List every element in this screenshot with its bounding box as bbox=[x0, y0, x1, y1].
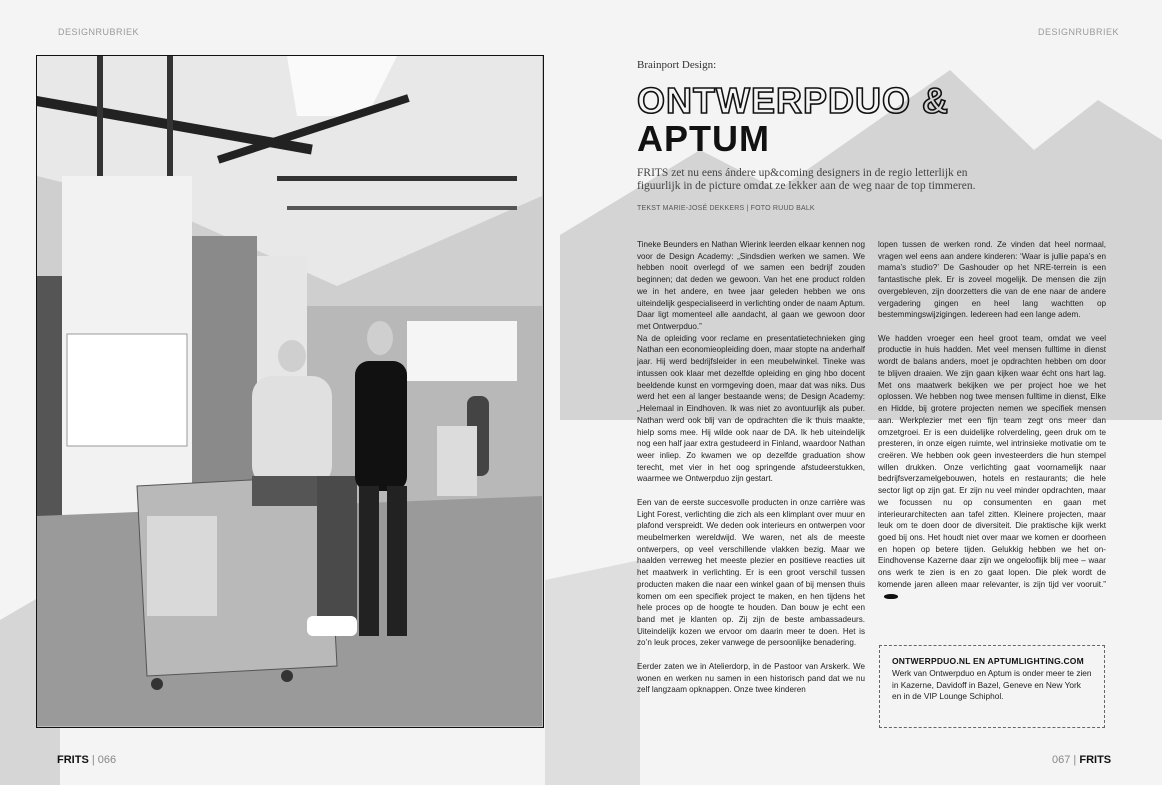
paragraph-with-end-mark bbox=[878, 333, 1106, 603]
footer-right bbox=[1052, 754, 1111, 766]
title-line-1: ONTWERPDUO & bbox=[637, 80, 949, 121]
section-label-right: DESIGNRUBRIEK bbox=[1038, 27, 1120, 37]
feature-photo bbox=[36, 55, 544, 728]
paragraph: Eerder zaten we in Atelierdorp, in de Pastoor van Arskerk. We wonen en werken nu samen in een historisch pand dat we nu zelf langzaam opknappen. Onze twee kinderen bbox=[637, 661, 865, 695]
page-number-left: | 066 bbox=[91, 754, 117, 766]
article-credits: TEKST MARIE-JOSÉ DEKKERS | FOTO RUUD BALK bbox=[637, 205, 815, 212]
paragraph: Een van de eerste succesvolle producten in onze carrière was Light Forest, verlichting die zich als een klimplant over muur en plafond verspreidt. We deden ook interieurs en ontwerpen voor meubelmerken wereldwijd. We waren, net als de meeste ontwerpers, op veel verschillende vlakken bezig. Maar we haalden verreweg het meeste plezier en positieve reacties uit het maatwerk in verlichting. Er is een groot verschil tussen producten maken die naar een winkel gaan of bij mensen thuis komen om een specifiek project te maken, en hen tijdens het hele proces op de hoogte te houden. Dan bouw je echt een band met je klanten op. Zij zijn de beste ambassadeurs. Uiteindelijk kozen we ervoor om daarin meer te doen. Het is zo’n leuk proces, zeker vanwege de persoonlijke benadering. bbox=[637, 497, 865, 648]
article-column-2 bbox=[878, 239, 1106, 614]
title-line-2: APTUM bbox=[637, 118, 770, 159]
page-number-right: 067 | bbox=[1052, 754, 1077, 766]
info-box-title: ONTWERPDUO.NL EN APTUMLIGHTING.COM bbox=[892, 656, 1084, 666]
end-mark-icon bbox=[884, 594, 898, 599]
article-column-1 bbox=[637, 239, 865, 733]
paragraph: Na de opleiding voor reclame en presentatietechnieken ging Nathan een economieopleiding doen, maar stopte na anderhalf jaar. Hij werd bedrijfsleider in een meubelwinkel. Tineke was intussen ook klaar met dezelfde opleiding en ging hbo docent beeldende kunst en vormgeving doen, maar dat was niks. Dus werd het een al langer bestaande wens; de Design Academy: „Helemaal in Eindhoven. Ik was niet zo avontuurlijk als puber. Nathan werd ook blij van de opdrachten die ik thuis maakte, hielp soms mee. Hij wilde ook naar de DA. Ik heb uiteindelijk nog een half jaar extra gestudeerd in Finland, waardoor Nathan weer inliep. Zo kwamen we op dezelfde graduation show terecht, met vier in het oog springende afstudeerstukken, waarmee we Ontwerpduo zijn gestart. bbox=[637, 333, 865, 484]
article-intro: FRITS zet nu eens ándere up&coming designers in de regio letterlijk en figuurlijk in de picture omdat ze lekker aan de weg naar de top timmeren. bbox=[637, 167, 976, 192]
photo-illustration bbox=[37, 56, 542, 726]
info-box-body: Werk van Ontwerpduo en Aptum is onder meer te zien in Kazerne, Davidoff in Bazel, Geneve en New York en in de VIP Lounge Schiphol. bbox=[892, 668, 1092, 702]
section-label-left: DESIGNRUBRIEK bbox=[58, 27, 140, 37]
article-kicker: Brainport Design: bbox=[637, 59, 717, 71]
paragraph: Tineke Beunders en Nathan Wierink leerden elkaar kennen nog voor de Design Academy: „Sindsdien werken we samen. We hebben nooit overlegd of we samen een bedrijf zouden beginnen; dat deden we gewoon. Van het ene product rolden we in het andere, en twee jaar geleden hebben we ons uiteindelijk gespecialiseerd in verlichting onder de naam Aptum. Daar ligt momenteel alle aandacht, al gaan we gewoon door met Ontwerpduo.” bbox=[637, 240, 865, 332]
footer-brand-right: FRITS bbox=[1079, 754, 1112, 766]
info-box bbox=[879, 645, 1105, 728]
paragraph: lopen tussen de werken rond. Ze vinden dat heel normaal, vragen wel eens aan andere kinderen: ‘Waar is jullie papa’s en mama’s studio?’ De Gashouder op het NRE-terrein is een fantastische plek. Er is zoveel mogelijk. De mensen die zijn overgebleven, zijn doorzetters die van de ene naar de andere vergadering gingen en heel lang wachtten op bestemmingswijzigingen. Iedereen had een lange adem. bbox=[878, 240, 1106, 320]
paragraph: We hadden vroeger een heel groot team, omdat we veel productie in huis hadden. Met veel mensen fulltime in dienst wordt de balans anders, moet je opdrachten hebben om door te blijven draaien. We zijn gaan kijken waar écht ons hart lag. Met ons maatwerk bekijken we per project hoe we het oplossen. We hebben nog twee mensen fulltime in dienst, Elke en Hidde, bij grotere projecten nemen we specifiek mensen aan. Werkplezier met een fijn team zegt ons meer dan omzetgroei. Er is een duidelijke rolverdeling, geen druk om te presteren, in onze eigen ruimte, wel intrinsieke motivatie om te creëren. We hebben ook geen investeerders die hun stempel willen drukken. Onze verlichting gaat voornamelijk naar bedrijfsverzamelgebouwen, hotels en restaurants; die hele sector ligt op zijn gat. Er zijn nu veel minder opdrachten, maar we focussen nu op consumenten en gaan met interieurarchitecten aan tafel zitten. Kleinere projecten, maar leuk om te doen door de diversiteit. Die praktische kijk werkt goed bij ons. Het houdt niet over maar we komen er doorheen en hopen op betere tijden. Gelukkig hebben we het on-Eindhovense Kazerne daar zijn we ongelooflijk blij mee – waar ons werk te zien is en zo gaat lopen. Die plek wordt de komende jaren alleen maar relevanter, is zijn tijd ver vooruit.” bbox=[878, 333, 1106, 589]
article-title bbox=[637, 82, 949, 158]
footer-left bbox=[57, 754, 116, 766]
footer-brand-left: FRITS bbox=[57, 754, 89, 766]
